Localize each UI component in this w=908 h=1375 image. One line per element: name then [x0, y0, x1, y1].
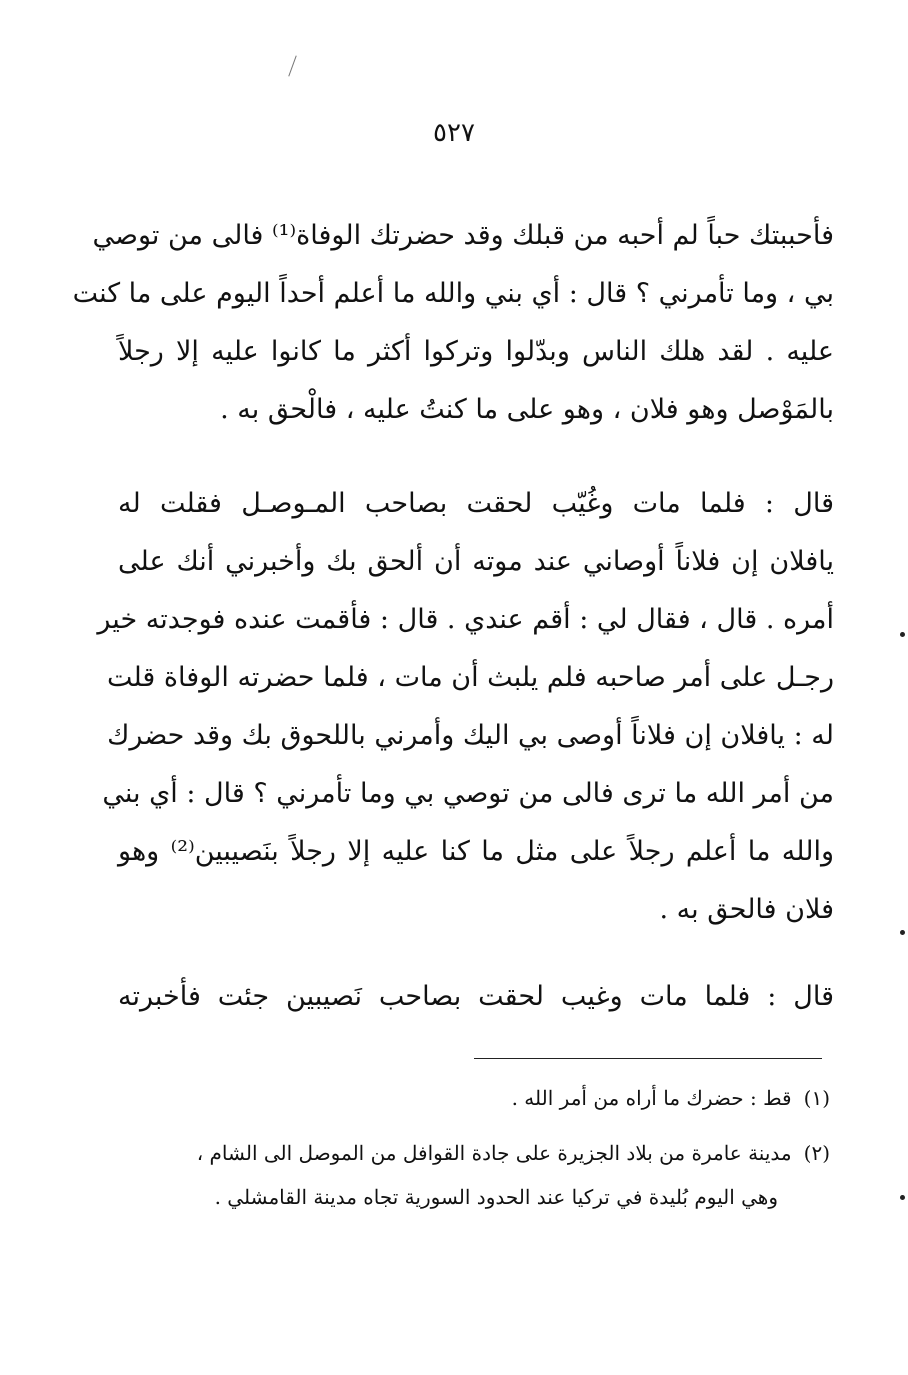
footnote-line: وهي اليوم بُليدة في تركيا عند الحدود السورية تجاه مدينة القامشلي .: [214, 1185, 778, 1209]
footnote-2: [130, 1131, 830, 1219]
paragraph-line: أمره . قال ، فقال لي : أقم عندي . قال : فأقمت عنده فوجدته خير: [97, 604, 834, 635]
footnote-1: [130, 1076, 830, 1120]
footnote-line: [130, 1131, 830, 1175]
margin-mark: [900, 1195, 905, 1200]
paragraph-line: من أمر الله ما ترى فالى من توصي بي وما تأمرني ؟ قال : أي بني: [102, 778, 834, 809]
paragraph-line: له : يافلان إن فلاناً أوصى بي اليك وأمرني باللحوق بك وقد حضرك: [107, 720, 834, 751]
stray-pen-mark: [288, 55, 296, 76]
paragraph-line: قال : فلما مات وغيب لحقت بصاحب نَصيبين جئت فأخبرته: [118, 981, 834, 1012]
paragraph-line: رجـل على أمر صاحبه فلم يلبث أن مات ، فلما حضرته الوفاة قلت: [106, 662, 834, 693]
paragraph-line: بي ، وما تأمرني ؟ قال : أي بني والله ما أعلم أحداً اليوم على ما كنت: [72, 278, 834, 309]
paragraph-1: [72, 207, 834, 439]
footnote-line: [130, 1076, 830, 1120]
paragraph-line: بالمَوْصل وهو فلان ، وهو على ما كنتُ عليه ، فالْحق به .: [220, 394, 834, 425]
margin-mark: [900, 632, 905, 637]
footnote-marker: (٢): [803, 1141, 830, 1165]
footnote-divider: [474, 1058, 822, 1059]
footnote-text: مدينة عامرة من بلاد الجزيرة على جادة القوافل من الموصل الى الشام ،: [196, 1141, 792, 1165]
paragraph-line: عليه . لقد هلك الناس وبدّلوا وتركوا أكثر ما كانوا عليه إلا رجلاً: [118, 336, 834, 367]
margin-mark: [900, 930, 905, 935]
paragraph-line: فلان فالحق به .: [659, 894, 834, 925]
paragraph-3: [118, 968, 834, 1026]
paragraph-line: يافلان إن فلاناً أوصاني عند موته أن ألحق بك وأخبرني أنك على: [118, 546, 834, 577]
page-number: ٥٢٧: [433, 118, 475, 148]
paragraph-line: والله ما أعلم رجلاً على مثل ما كنا عليه إلا رجلاً بنَصيبين⁽²⁾ وهو: [118, 836, 834, 867]
paragraph-2: [97, 475, 834, 939]
footnote-text: قط : حضرك ما أراه من أمر الله .: [511, 1086, 792, 1110]
footnote-marker: (١): [803, 1086, 830, 1110]
paragraph-line: قال : فلما مات وغُيّب لحقت بصاحب المـوصـل فقلت له: [118, 488, 834, 519]
paragraph-line: فأحببتك حباً لم أحبه من قبلك وقد حضرتك الوفاة⁽¹⁾ فالى من توصي: [92, 220, 834, 251]
